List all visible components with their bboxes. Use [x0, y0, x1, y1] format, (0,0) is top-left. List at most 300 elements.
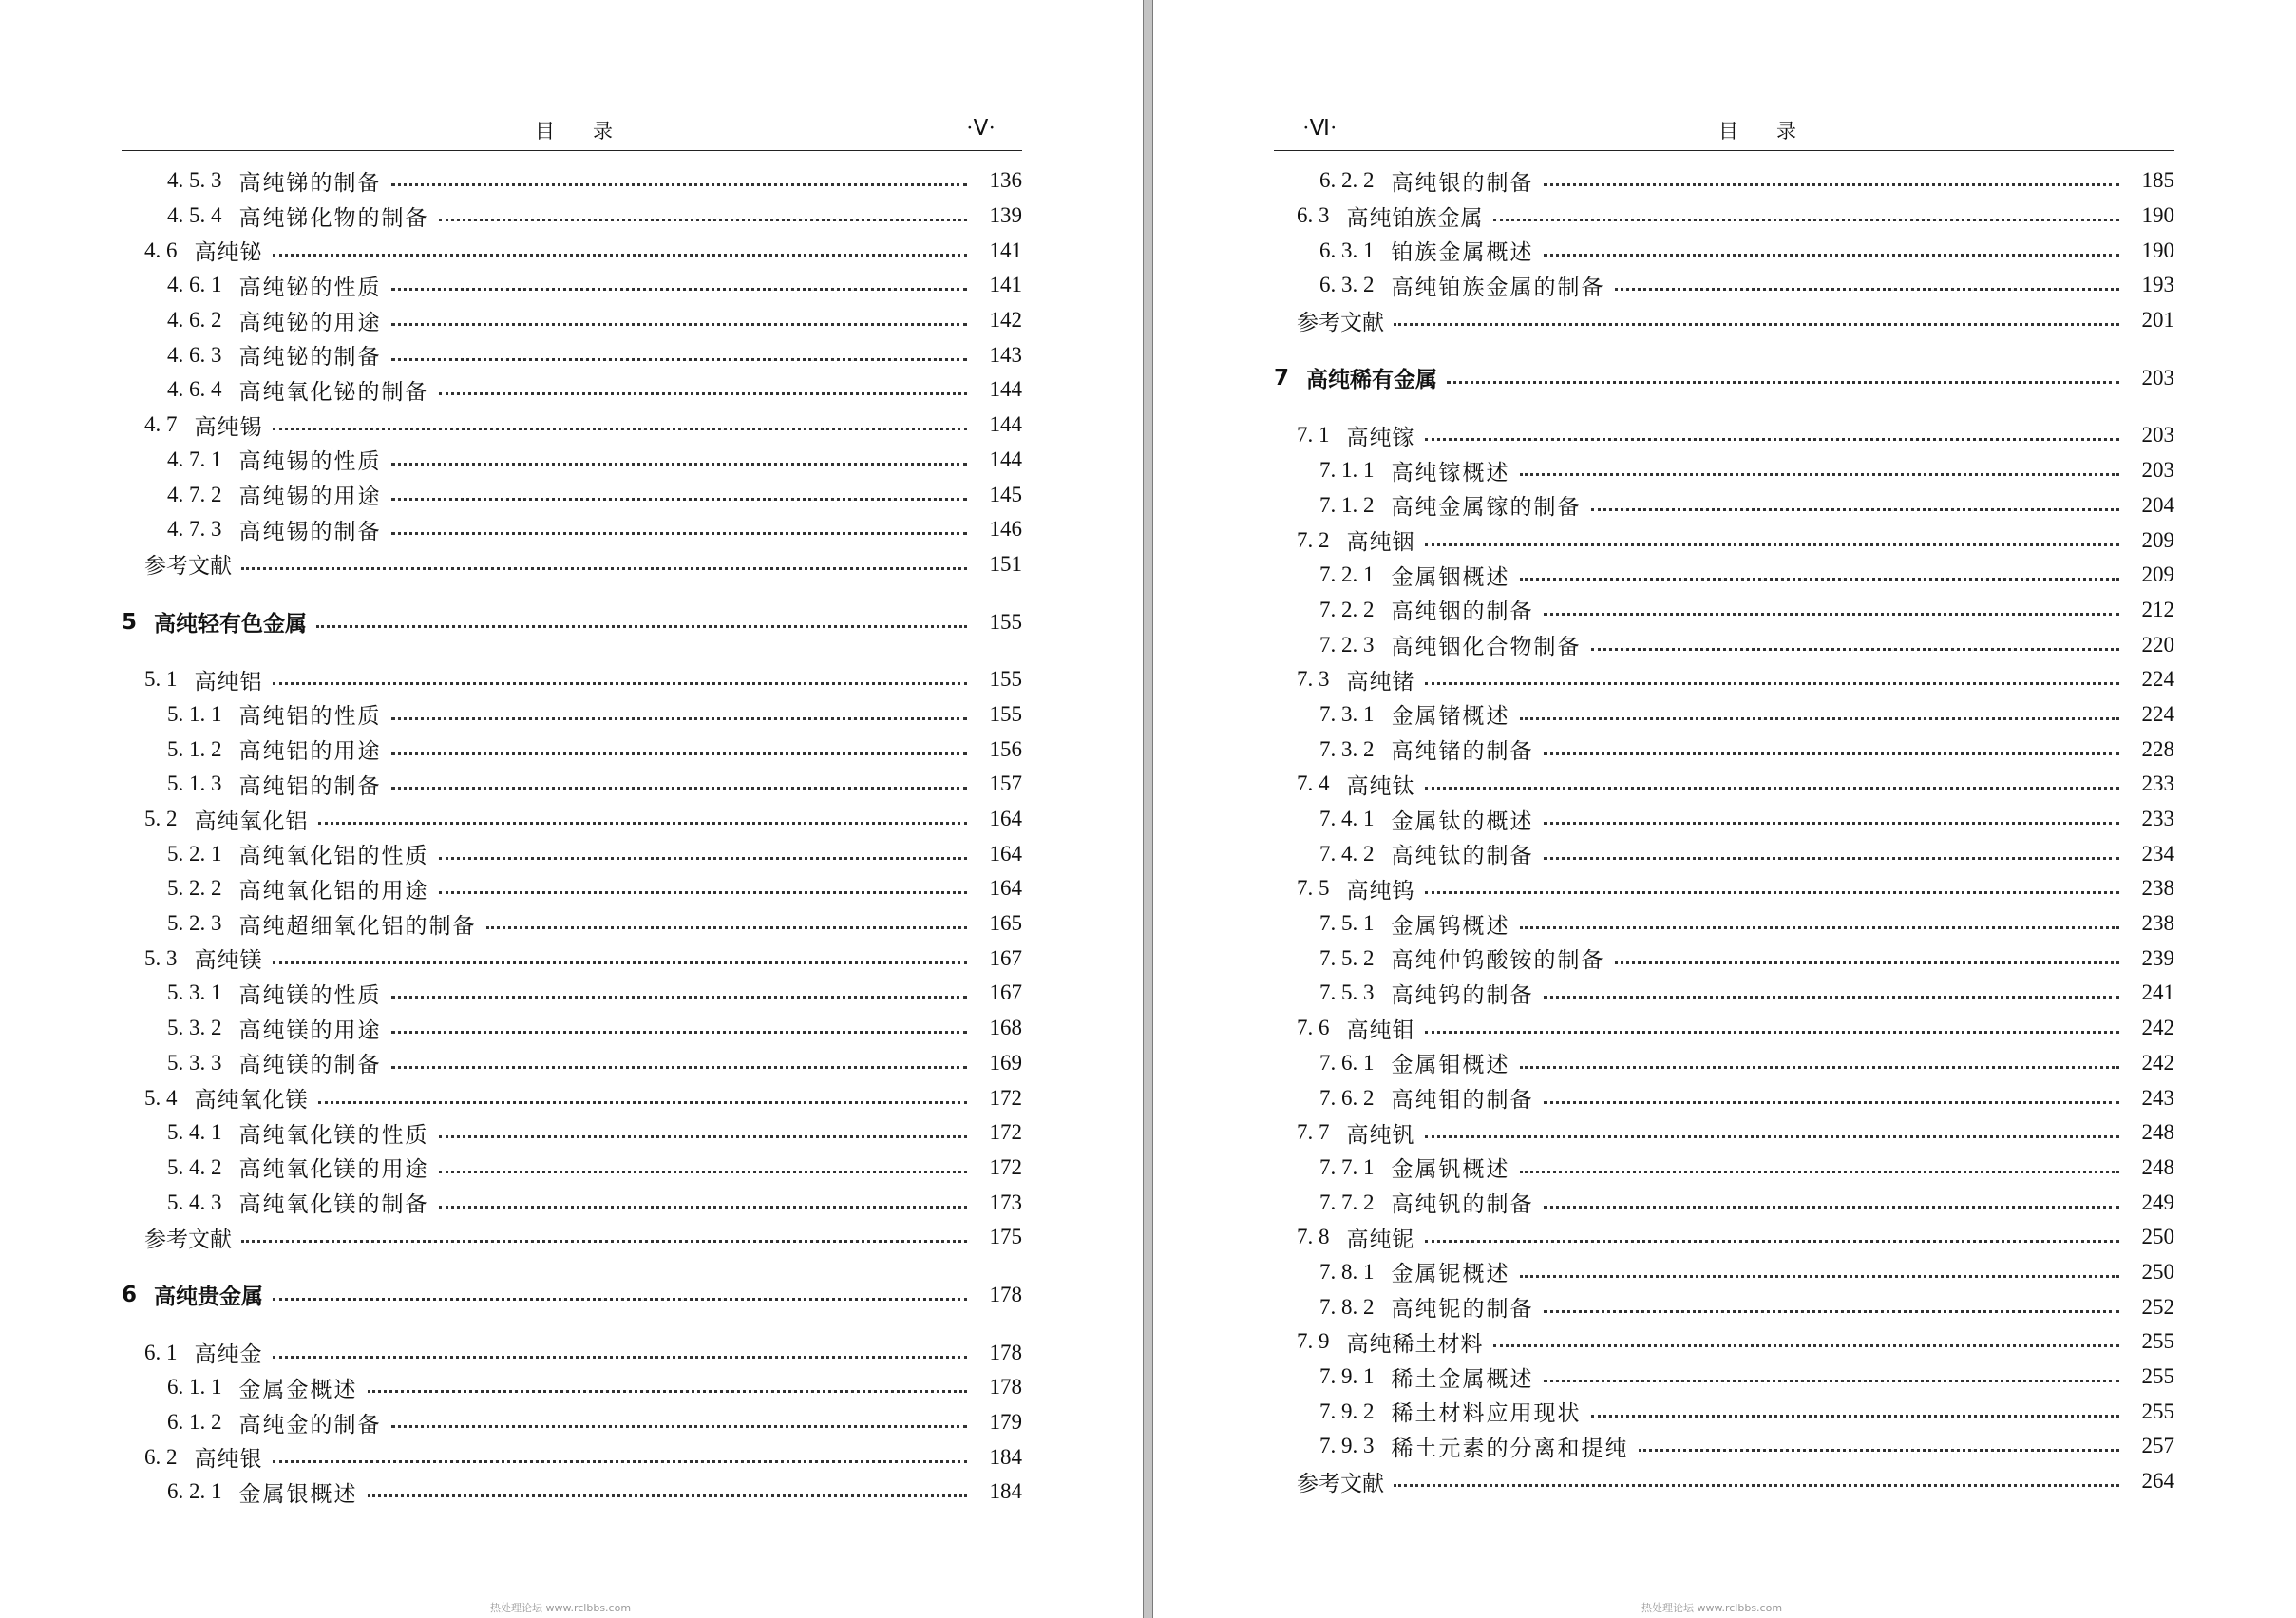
entry-page-number: 144: [989, 412, 1022, 437]
toc-subsection-entry[interactable]: [1274, 593, 2174, 628]
entry-title: 参考文献: [1297, 1471, 1384, 1496]
entry-number: 5. 1. 2: [167, 736, 222, 761]
toc-subsection-entry[interactable]: [1274, 453, 2174, 488]
toc-subsection-entry[interactable]: [1274, 1151, 2174, 1186]
entry-number: 7. 8. 2: [1319, 1294, 1375, 1319]
entry-page-number: 144: [989, 447, 1022, 471]
entry-number: 7. 3: [1297, 667, 1330, 692]
toc-section-entry[interactable]: [1274, 662, 2174, 697]
toc-subsection-entry[interactable]: [1274, 732, 2174, 767]
entry-page-number: 239: [2141, 945, 2174, 970]
entry-page-number: 155: [989, 701, 1022, 726]
entry-number: 5. 3. 1: [167, 980, 222, 1005]
entry-number: 4. 7: [144, 412, 178, 437]
dot-leader: [273, 427, 968, 430]
entry-number: 7. 9. 3: [1319, 1434, 1375, 1458]
entry-page-number: 172: [989, 1120, 1022, 1145]
toc-references-entry[interactable]: [122, 547, 1022, 582]
header-title-char: 录: [593, 120, 613, 143]
toc-subsection-entry[interactable]: [122, 732, 1022, 767]
entry-page-number: 151: [989, 551, 1022, 576]
dot-leader: [439, 1205, 968, 1209]
toc-subsection-entry[interactable]: [122, 477, 1022, 512]
dot-leader: [391, 995, 968, 999]
dot-leader: [1520, 577, 2120, 581]
entry-page-number: 257: [2141, 1434, 2174, 1458]
entry-title: 金属铟概述: [1391, 564, 1510, 590]
entry-title: 高纯铟: [1346, 530, 1415, 556]
dot-leader: [391, 287, 968, 291]
entry-number: 7. 1: [1297, 423, 1330, 447]
entry-page-number: 203: [2141, 458, 2174, 483]
entry-number: 4. 6. 1: [167, 273, 222, 297]
entry-page-number: 156: [989, 736, 1022, 761]
entry-title: 高纯仲钨酸铵的制备: [1391, 948, 1605, 974]
toc-subsection-entry[interactable]: [1274, 976, 2174, 1011]
dot-leader: [1544, 1100, 2120, 1104]
entry-number: 7. 6. 2: [1319, 1085, 1375, 1110]
entry-page-number: 242: [2141, 1050, 2174, 1075]
entry-page-number: 228: [2141, 736, 2174, 761]
entry-number: 4. 6. 3: [167, 342, 222, 367]
entry-title: 高纯镁的制备: [238, 1053, 382, 1078]
entry-title: 高纯氧化铝: [194, 809, 309, 834]
entry-title: 高纯锑的制备: [238, 170, 382, 196]
entry-page-number: 220: [2141, 632, 2174, 657]
toc-subsection-entry[interactable]: [1274, 1046, 2174, 1081]
toc-subsection-entry[interactable]: [122, 906, 1022, 942]
toc-section-entry[interactable]: [1274, 1324, 2174, 1360]
header-title-char: 录: [1776, 120, 1796, 143]
toc-subsection-entry[interactable]: [122, 1185, 1022, 1220]
entry-page-number: 139: [989, 203, 1022, 228]
entry-title: 高纯铋的性质: [238, 275, 382, 300]
toc-subsection-entry[interactable]: [1274, 941, 2174, 976]
entry-title: 金属锗概述: [1391, 704, 1510, 730]
entry-number: 7. 5. 1: [1319, 911, 1375, 936]
entry-title: 高纯铟的制备: [1391, 600, 1534, 625]
toc-subsection-entry[interactable]: [122, 163, 1022, 199]
toc-subsection-entry[interactable]: [1274, 1394, 2174, 1429]
page-header: [1274, 112, 2174, 151]
entry-title: 高纯锗: [1346, 669, 1415, 695]
dot-leader: [1544, 612, 2120, 616]
entry-page-number: 243: [2141, 1085, 2174, 1110]
toc-list: [122, 163, 1022, 1510]
entry-title: 高纯钼: [1346, 1018, 1415, 1043]
entry-page-number: 250: [2141, 1259, 2174, 1284]
entry-page-number: 224: [2141, 701, 2174, 726]
entry-number: 7. 3. 2: [1319, 736, 1375, 761]
toc-section-entry[interactable]: [122, 1335, 1022, 1370]
entry-number: 4. 5. 4: [167, 203, 222, 228]
entry-number: 5. 3. 3: [167, 1050, 222, 1075]
dot-leader: [1520, 472, 2120, 476]
entry-number: 7. 7. 1: [1319, 1154, 1375, 1179]
toc-subsection-entry[interactable]: [122, 199, 1022, 234]
entry-page-number: 172: [989, 1154, 1022, 1179]
toc-subsection-entry[interactable]: [122, 836, 1022, 871]
entry-page-number: 185: [2141, 168, 2174, 193]
toc-subsection-entry[interactable]: [1274, 558, 2174, 593]
dot-leader: [391, 462, 968, 466]
entry-page-number: 209: [2141, 562, 2174, 587]
entry-title: 参考文献: [1297, 310, 1384, 335]
dot-leader: [391, 357, 968, 361]
toc-section-entry[interactable]: [122, 1080, 1022, 1115]
entry-number: 5. 4. 2: [167, 1154, 222, 1179]
entry-page-number: 167: [989, 945, 1022, 970]
entry-page-number: 248: [2141, 1154, 2174, 1179]
dot-leader: [391, 182, 968, 186]
dot-leader: [1493, 1343, 2120, 1347]
entry-number: 7. 8. 1: [1319, 1259, 1375, 1284]
toc-subsection-entry[interactable]: [122, 1151, 1022, 1186]
toc-section-entry[interactable]: [122, 802, 1022, 837]
toc-subsection-entry[interactable]: [1274, 697, 2174, 733]
toc-subsection-entry[interactable]: [1274, 163, 2174, 199]
dot-leader: [486, 925, 968, 929]
entry-page-number: 157: [989, 771, 1022, 796]
entry-number: 5. 2. 2: [167, 876, 222, 901]
entry-page-number: 141: [989, 238, 1022, 262]
entry-title: 高纯稀土材料: [1346, 1331, 1484, 1357]
header-title-char: 目: [535, 120, 555, 143]
toc-subsection-entry[interactable]: [122, 303, 1022, 338]
toc-section-entry[interactable]: [1274, 1115, 2174, 1151]
entry-number: 7. 1. 2: [1319, 492, 1375, 517]
dot-leader: [1520, 1065, 2120, 1069]
toc-subsection-entry[interactable]: [122, 871, 1022, 906]
dot-leader: [273, 1459, 968, 1463]
entry-page-number: 178: [989, 1340, 1022, 1364]
entry-page-number: 164: [989, 841, 1022, 866]
entry-number: 7. 5. 3: [1319, 980, 1375, 1005]
entry-title: 高纯氧化镁的性质: [238, 1122, 429, 1148]
dot-leader: [1425, 543, 2120, 546]
entry-number: 5. 3: [144, 945, 178, 970]
footer-watermark: 热处理论坛 www.rclbbs.com: [490, 1602, 632, 1614]
entry-number: 7. 9: [1297, 1329, 1330, 1354]
toc-section-entry[interactable]: [1274, 1011, 2174, 1046]
toc-subsection-entry[interactable]: [122, 443, 1022, 478]
toc-subsection-entry[interactable]: [1274, 836, 2174, 871]
dot-leader: [391, 1065, 968, 1069]
dot-leader: [1639, 1448, 2120, 1452]
entry-title: 高纯银的制备: [1391, 170, 1534, 196]
entry-number: 4. 6: [144, 238, 178, 262]
entry-number: 5. 2. 3: [167, 911, 222, 936]
entry-page-number: 184: [989, 1479, 1022, 1504]
entry-number: 5. 4: [144, 1085, 178, 1110]
entry-title: 高纯氧化铝的性质: [238, 844, 429, 869]
dot-leader: [391, 1424, 968, 1428]
entry-number: 7. 9. 1: [1319, 1364, 1375, 1389]
toc-section-entry[interactable]: [1274, 199, 2174, 234]
entry-number: 4. 6. 4: [167, 377, 222, 402]
toc-subsection-entry[interactable]: [122, 767, 1022, 802]
dot-leader: [1520, 716, 2120, 720]
entry-title: 高纯铋的制备: [238, 345, 382, 371]
entry-page-number: 165: [989, 911, 1022, 936]
toc-subsection-entry[interactable]: [122, 268, 1022, 303]
entry-title: 高纯金: [194, 1342, 263, 1368]
entry-title: 金属钛的概述: [1391, 809, 1534, 834]
toc-subsection-entry[interactable]: [1274, 268, 2174, 303]
entry-page-number: 164: [989, 876, 1022, 901]
entry-page-number: 141: [989, 273, 1022, 297]
toc-subsection-entry[interactable]: [1274, 1080, 2174, 1115]
dot-leader: [391, 716, 968, 720]
toc-subsection-entry[interactable]: [122, 976, 1022, 1011]
entry-title: 高纯铟化合物制备: [1391, 635, 1582, 660]
entry-title: 铂族金属概述: [1391, 240, 1534, 266]
dot-leader: [1544, 182, 2120, 186]
toc-section-entry[interactable]: [1274, 418, 2174, 453]
entry-page-number: 175: [989, 1225, 1022, 1249]
entry-title: 高纯钼的制备: [1391, 1088, 1534, 1114]
entry-number: 5. 3. 2: [167, 1016, 222, 1040]
entry-number: 7. 6: [1297, 1016, 1330, 1040]
entry-title: 高纯铋: [194, 240, 263, 266]
entry-page-number: 209: [2141, 527, 2174, 552]
entry-number: 7. 5: [1297, 876, 1330, 901]
entry-title: 高纯镁: [194, 948, 263, 974]
entry-number: 4. 7. 2: [167, 482, 222, 506]
toc-subsection-entry[interactable]: [122, 372, 1022, 408]
toc-references-entry[interactable]: [1274, 1464, 2174, 1499]
page-gutter: [1143, 0, 1153, 1618]
entry-page-number: 142: [989, 308, 1022, 333]
entry-page-number: 168: [989, 1016, 1022, 1040]
entry-number: 4. 5. 3: [167, 168, 222, 193]
toc-section-entry[interactable]: [122, 408, 1022, 443]
page-folio: ·Ⅴ·: [965, 116, 996, 140]
entry-number: 6. 1. 2: [167, 1410, 222, 1435]
toc-subsection-entry[interactable]: [1274, 802, 2174, 837]
entry-number: 6. 1: [144, 1340, 178, 1364]
entry-title: 高纯钒的制备: [1391, 1192, 1534, 1218]
dot-leader: [318, 1100, 968, 1104]
toc-subsection-entry[interactable]: [1274, 1255, 2174, 1290]
entry-title: 稀土元素的分离和提纯: [1391, 1436, 1629, 1461]
toc-section-entry[interactable]: [122, 1439, 1022, 1475]
entry-number: 6. 2. 1: [167, 1479, 222, 1504]
entry-title: 金属银概述: [238, 1481, 358, 1507]
entry-page-number: 190: [2141, 203, 2174, 228]
entry-number: 5. 4. 3: [167, 1190, 222, 1214]
entry-title: 高纯镁的用途: [238, 1018, 382, 1043]
entry-title: 高纯钛的制备: [1391, 844, 1534, 869]
toc-subsection-entry[interactable]: [122, 1011, 1022, 1046]
entry-page-number: 145: [989, 482, 1022, 506]
entry-number: 7. 6. 1: [1319, 1050, 1375, 1075]
dot-leader: [273, 961, 968, 964]
entry-page-number: 172: [989, 1085, 1022, 1110]
entry-page-number: 146: [989, 517, 1022, 542]
toc-subsection-entry[interactable]: [122, 1370, 1022, 1405]
entry-page-number: 164: [989, 807, 1022, 831]
toc-chapter-entry[interactable]: [122, 604, 1022, 639]
entry-number: 7. 1. 1: [1319, 458, 1375, 483]
dot-leader: [1544, 995, 2120, 999]
dot-leader: [391, 786, 968, 790]
entry-page-number: 190: [2141, 238, 2174, 262]
entry-number: 4. 7. 3: [167, 517, 222, 542]
entry-title: 高纯铝: [194, 669, 263, 695]
toc-chapter-entry[interactable]: [1274, 360, 2174, 395]
dot-leader: [439, 856, 968, 860]
dot-leader: [439, 1170, 968, 1173]
toc-list: [1274, 163, 2174, 1498]
entry-number: 7. 4. 1: [1319, 807, 1375, 831]
dot-leader: [1544, 1205, 2120, 1209]
entry-page-number: 264: [2141, 1469, 2174, 1494]
toc-section-entry[interactable]: [1274, 1220, 2174, 1255]
entry-page-number: 167: [989, 980, 1022, 1005]
toc-section-entry[interactable]: [122, 233, 1022, 268]
entry-number: 7. 9. 2: [1319, 1399, 1375, 1423]
toc-section-entry[interactable]: [122, 941, 1022, 976]
toc-section-entry[interactable]: [1274, 871, 2174, 906]
dot-leader: [391, 322, 968, 326]
toc-subsection-entry[interactable]: [122, 1405, 1022, 1440]
entry-number: 7. 3. 1: [1319, 701, 1375, 726]
entry-title: 稀土材料应用现状: [1391, 1401, 1582, 1427]
toc-subsection-entry[interactable]: [122, 1046, 1022, 1081]
toc-chapter-entry[interactable]: [122, 1278, 1022, 1313]
entry-page-number: 255: [2141, 1329, 2174, 1354]
toc-subsection-entry[interactable]: [1274, 627, 2174, 662]
entry-title: 高纯锑化物的制备: [238, 205, 429, 231]
toc-subsection-entry[interactable]: [1274, 906, 2174, 942]
entry-page-number: 178: [989, 1375, 1022, 1399]
toc-subsection-entry[interactable]: [1274, 1429, 2174, 1464]
toc-subsection-entry[interactable]: [122, 512, 1022, 547]
entry-title: 高纯锡的性质: [238, 449, 382, 475]
dot-leader: [391, 531, 968, 535]
toc-references-entry[interactable]: [122, 1220, 1022, 1255]
toc-section-entry[interactable]: [1274, 523, 2174, 558]
entry-number: 6. 3. 2: [1319, 273, 1375, 297]
entry-number: 5. 4. 1: [167, 1120, 222, 1145]
entry-number: 6. 2: [144, 1444, 178, 1469]
toc-references-entry[interactable]: [1274, 303, 2174, 338]
entry-number: 6. 1. 1: [167, 1375, 222, 1399]
dot-leader: [439, 1134, 968, 1138]
entry-title: 高纯钨的制备: [1391, 982, 1534, 1008]
entry-title: 高纯铝的性质: [238, 704, 382, 730]
toc-subsection-entry[interactable]: [1274, 488, 2174, 523]
entry-number: 7. 2: [1297, 527, 1330, 552]
toc-subsection-entry[interactable]: [122, 337, 1022, 372]
header-title-char: 目: [1718, 120, 1738, 143]
dot-leader: [1425, 1134, 2120, 1138]
entry-number: 7. 2. 1: [1319, 562, 1375, 587]
toc-subsection-entry[interactable]: [1274, 1360, 2174, 1395]
entry-title: 高纯银: [194, 1447, 263, 1473]
entry-number: 4. 6. 2: [167, 308, 222, 333]
entry-page-number: 238: [2141, 876, 2174, 901]
entry-number: 7. 2. 2: [1319, 597, 1375, 621]
dot-leader: [439, 391, 968, 395]
dot-leader: [273, 681, 968, 685]
footer-watermark: 热处理论坛 www.rclbbs.com: [1641, 1602, 1783, 1614]
toc-subsection-entry[interactable]: [1274, 1185, 2174, 1220]
dot-leader: [273, 253, 968, 257]
entry-page-number: 242: [2141, 1016, 2174, 1040]
entry-title: 稀土金属概述: [1391, 1366, 1534, 1392]
dot-leader: [1615, 287, 2120, 291]
toc-subsection-entry[interactable]: [1274, 233, 2174, 268]
entry-title: 高纯锗的制备: [1391, 739, 1534, 765]
toc-subsection-entry[interactable]: [122, 1475, 1022, 1510]
entry-page-number: 233: [2141, 771, 2174, 796]
dot-leader: [1544, 1379, 2120, 1382]
entry-page-number: 204: [2141, 492, 2174, 517]
entry-title: 高纯锡的制备: [238, 519, 382, 544]
entry-title: 高纯金属镓的制备: [1391, 495, 1582, 521]
entry-title: 金属钼概述: [1391, 1053, 1510, 1078]
entry-page-number: 252: [2141, 1294, 2174, 1319]
entry-page-number: 201: [2141, 308, 2174, 333]
dot-leader: [1425, 437, 2120, 441]
entry-number: 5: [122, 609, 138, 635]
dot-leader: [1493, 218, 2120, 221]
entry-number: 6. 2. 2: [1319, 168, 1375, 193]
entry-title: 高纯氧化镁的制备: [238, 1192, 429, 1218]
dot-leader: [1591, 507, 2120, 511]
entry-page-number: 203: [2141, 423, 2174, 447]
dot-leader: [1425, 890, 2120, 894]
entry-page-number: 224: [2141, 667, 2174, 692]
entry-title: 高纯锡的用途: [238, 485, 382, 510]
entry-title: 高纯铂族金属: [1346, 205, 1484, 231]
entry-title: 高纯氧化镁: [194, 1088, 309, 1114]
entry-title: 高纯钛: [1346, 773, 1415, 799]
entry-number: 5. 2. 1: [167, 841, 222, 866]
entry-title: 金属铌概述: [1391, 1262, 1510, 1287]
entry-title: 高纯铌的制备: [1391, 1297, 1534, 1323]
entry-number: 5. 2: [144, 807, 178, 831]
toc-subsection-entry[interactable]: [122, 697, 1022, 733]
dot-leader: [1394, 322, 2119, 326]
dot-leader: [368, 1494, 968, 1497]
entry-title: 高纯镓概述: [1391, 460, 1510, 485]
entry-title: 高纯镁的性质: [238, 982, 382, 1008]
toc-section-entry[interactable]: [1274, 767, 2174, 802]
header-title: [535, 116, 613, 144]
dot-leader: [1425, 786, 2120, 790]
entry-number: 6. 3. 1: [1319, 238, 1375, 262]
entry-title: 高纯铝的用途: [238, 739, 382, 765]
entry-page-number: 136: [989, 168, 1022, 193]
entry-number: 7: [1274, 365, 1290, 390]
entry-title: 高纯金的制备: [238, 1412, 382, 1437]
toc-subsection-entry[interactable]: [122, 1115, 1022, 1151]
dot-leader: [273, 1297, 967, 1301]
entry-number: 6. 3: [1297, 203, 1330, 228]
dot-leader: [1520, 1170, 2120, 1173]
entry-title: 高纯氧化镁的用途: [238, 1157, 429, 1183]
toc-subsection-entry[interactable]: [1274, 1289, 2174, 1324]
entry-number: 4. 7. 1: [167, 447, 222, 471]
entry-title: 高纯轻有色金属: [154, 612, 308, 638]
dot-leader: [368, 1389, 968, 1393]
entry-title: 高纯稀有金属: [1306, 368, 1438, 393]
dot-leader: [241, 566, 967, 570]
toc-section-entry[interactable]: [122, 662, 1022, 697]
